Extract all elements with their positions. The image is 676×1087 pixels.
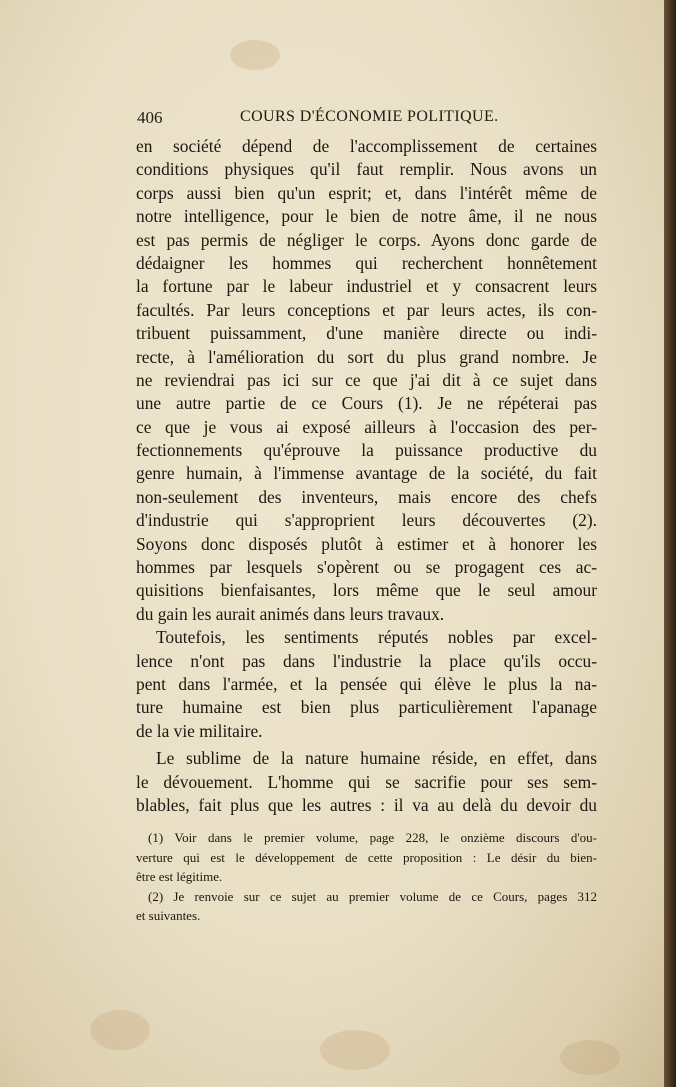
text-line: la fortune par le labeur industriel et y consacrent leurs bbox=[136, 276, 597, 297]
text-line: notre intelligence, pour le bien de notre âme, il ne nous bbox=[136, 206, 597, 227]
text-line: conditions physiques qu'il faut remplir. Nous avons un bbox=[136, 159, 597, 180]
text-line: fectionnements qu'éprouve la puissance productive du bbox=[136, 440, 597, 461]
text-line: du gain les aurait animés dans leurs travaux. bbox=[136, 603, 445, 624]
footnote-line: et suivantes. bbox=[136, 908, 201, 923]
paper-stain bbox=[230, 40, 280, 70]
text-line: tribuent puissamment, d'une manière directe ou indi- bbox=[136, 323, 597, 344]
text-line: quisitions bienfaisantes, lors même que le seul amour bbox=[136, 580, 597, 601]
book-edge bbox=[664, 0, 676, 1087]
page-header bbox=[137, 108, 597, 130]
footnotes bbox=[136, 828, 597, 926]
text-line: Le sublime de la nature humaine réside, en effet, dans bbox=[156, 748, 597, 769]
text-line: de la vie militaire. bbox=[136, 720, 263, 741]
text-line: genre humain, à l'immense avantage de la société, du fait bbox=[136, 463, 597, 484]
paper-stain bbox=[320, 1030, 390, 1070]
text-line: recte, à l'amélioration du sort du plus grand nombre. Je bbox=[136, 346, 597, 367]
text-line: en société dépend de l'accomplissement de certaines bbox=[136, 136, 597, 156]
text-line: pent dans l'armée, et la pensée qui élève le plus la na- bbox=[136, 673, 597, 694]
footnote-line: être est légitime. bbox=[136, 869, 223, 884]
text-line: facultés. Par leurs conceptions et par leurs actes, ils con- bbox=[136, 299, 597, 320]
running-title: COURS D'ÉCONOMIE POLITIQUE. bbox=[240, 108, 499, 125]
text-line: ne reviendrai pas ici sur ce que j'ai dit à ce sujet dans bbox=[136, 369, 597, 390]
text-line: dédaigner les hommes qui recherchent honnêtement bbox=[136, 252, 597, 273]
text-line: Toutefois, les sentiments réputés nobles par excel- bbox=[156, 627, 597, 648]
text-line: le dévouement. L'homme qui se sacrifie pour ses sem- bbox=[136, 771, 597, 792]
text-line: non-seulement des inventeurs, mais encore des chefs bbox=[136, 486, 597, 507]
text-line: ture humaine est bien plus particulièrement l'apanage bbox=[136, 697, 597, 718]
paper-stain bbox=[560, 1040, 620, 1075]
text-line: lence n'ont pas dans l'industrie la place qu'ils occu- bbox=[136, 650, 597, 671]
text-line: hommes par lesquels s'opèrent ou se progagent ces ac- bbox=[136, 557, 597, 578]
text-line: une autre partie de ce Cours (1). Je ne répéterai pas bbox=[136, 393, 597, 414]
paper-stain bbox=[90, 1010, 150, 1050]
footnote-line: (2) Je renvoie sur ce sujet au premier volume de ce Cours, pages 312 bbox=[148, 888, 597, 904]
body-text bbox=[136, 135, 597, 817]
text-line: d'industrie qui s'approprient leurs découvertes (2). bbox=[136, 510, 597, 531]
text-line: Soyons donc disposés plutôt à estimer et à honorer les bbox=[136, 533, 597, 554]
footnote-line: verture qui est le développement de cette proposition : Le désir du bien- bbox=[136, 849, 597, 865]
text-line: corps aussi bien qu'un esprit; et, dans l'intérêt même de bbox=[136, 182, 597, 203]
text-line: est pas permis de négliger le corps. Ayons donc garde de bbox=[136, 229, 597, 250]
footnote-line: (1) Voir dans le premier volume, page 228, le onzième discours d'ou- bbox=[148, 830, 597, 845]
page-number: 406 bbox=[137, 108, 163, 127]
text-line: ce que je vous ai exposé ailleurs à l'occasion des per- bbox=[136, 416, 597, 437]
text-line: blables, fait plus que les autres : il va au delà du devoir du bbox=[136, 794, 597, 815]
